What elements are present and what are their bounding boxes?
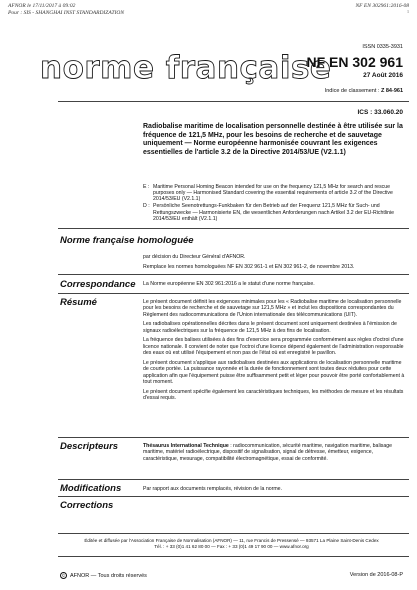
section-heading-modifications: Modifications (60, 483, 122, 494)
paragraph: Le présent document spécifie également les caractéristiques techniques, les méthodes de mesure et les résultats d'essai requis. (143, 388, 404, 402)
brand-logo: norme française (40, 50, 332, 86)
publisher-contact: Tél. : + 33 (0)1 41 62 80 00 — Fax : + 33 (0)1 49 17 90 00 — www.afnor.org (154, 543, 309, 549)
watermark (8, 3, 124, 16)
copyright (60, 572, 147, 579)
paragraph: La fréquence des balises utilisées à des fins d'exercice sera programmée conformément aux règles d'octroi d'une licence nationale. Il convient de noter que l'octroi d'une licence dépend également de l'administration responsable des eaux où est utilisé l'équipement et non pas de l'état où est enregistré le pavillon. (143, 337, 404, 357)
section-text-resume (143, 299, 405, 405)
title-translations (143, 184, 405, 223)
translation-de (143, 203, 405, 222)
section-text-descripteurs (143, 443, 405, 465)
translation-lang: E : (143, 184, 150, 190)
paragraph: Le présent document définit les exigences minimales pour les « Radiobalise maritime de localisation personnelle pour les besoins de recherche et de sauvetage sur 121,5 MHz » et inclut les dispositions correspondantes du Règlement des radiocommunications de l'Union internationale des télécommunications (UIT). (143, 299, 402, 318)
section-text-correspondance (143, 281, 405, 291)
copyright-text: AFNOR — Tous droits réservés (70, 572, 147, 579)
classement-label: Indice de classement : (324, 88, 381, 94)
section-heading-resume: Résumé (60, 297, 97, 308)
paragraph (143, 443, 405, 462)
paragraph: La Norme européenne EN 302 961:2016 a le statut d'une norme française. (143, 281, 315, 287)
document-date: 27 Août 2016 (363, 72, 403, 79)
section-heading-descripteurs: Descripteurs (60, 441, 119, 452)
issn: ISSN 0335-3931 (362, 44, 403, 50)
paragraph: Remplace les normes homologuées NF EN 302 961-1 et EN 302 961-2, de novembre 2013. (143, 263, 355, 270)
translation-text: Persönliche Seenotrettungs-Funkbaken für den Betrieb auf der Frequenz 121,5 MHz für Such- und Rettungszwecke — Harmonisierte EN, die wesentlichen Anforderungen nach Artikel 3.2 der EU-Richtlinie 2014/53/EU enthält (V2.1.1) (153, 203, 395, 222)
divider (58, 293, 409, 294)
paragraph: Par rapport aux documents remplacés, révision de la norme. (143, 486, 282, 492)
watermark-page-mark: 1 (407, 9, 409, 14)
watermark-line2: Pour : SIS - SHANGHAI INST STANDARDIZATION (8, 9, 125, 16)
ics-code: ICS : 33.060.20 (357, 109, 403, 116)
document-number: NF EN 302 961 (306, 54, 403, 70)
section-heading-homologuee: Norme française homologuée (60, 235, 194, 246)
divider (58, 228, 409, 229)
divider (58, 274, 409, 275)
paragraph: Les radiobalises opérationnelles décrites dans le présent document sont uniquement destinées à l'émission de signaux radioélectriques sur la fréquence de 121,5 MHz à des fins de localisation. (143, 321, 397, 334)
watermark-doc-ref: NF EN 302961:2016-08 (355, 3, 409, 9)
thesaurus-label: Thésaurus International Technique (143, 443, 229, 449)
divider (58, 533, 409, 534)
publisher-info (60, 538, 403, 550)
translation-lang: D : (143, 203, 150, 210)
paragraph: Le présent document s'applique aux radiobalises destinées aux applications de localisation personnelle maritime de courte portée. La puissance rayonnée et la durée de fonctionnement sont toutes deux réduites pour cette application afin que l'équipement puisse être suffisamment petit et léger pour pouvoir être porté confortablement à tout moment. (143, 359, 405, 386)
section-text-homologuee (143, 254, 405, 273)
copyright-icon: © (61, 573, 66, 578)
section-heading-corrections: Corrections (60, 500, 114, 511)
classement-value: Z 84-961 (380, 88, 403, 94)
divider (58, 437, 409, 438)
classement-index (325, 88, 403, 94)
translation-text: Maritime Personal Homing Beacon intended for use on the frequency 121,5 MHz for search and rescue purposes only — Harmonised Standard covering the essential requirements of article 3.2 of the Directive 2014/53/EU (V2.1.1) (153, 184, 393, 203)
divider (58, 496, 409, 497)
divider (58, 556, 409, 557)
translation-en (143, 184, 405, 203)
publisher-address: Éditée et diffusée par l'Association Française de Normalisation (AFNOR) — 11, rue Francis de Pressensé — 93571 La Plaine Saint-Denis Cedex (84, 538, 379, 543)
divider (58, 479, 409, 480)
section-heading-correspondance: Correspondance (60, 279, 136, 290)
descripteurs-text: : radiocommunication, sécurité maritime, navigation maritime, balisage maritime, matériel radioélectrique, dispositif de signalisation, signal de détresse, émetteur, exigence, caractéristique, mesurage, compatibilité électromagnétique, essai de conformité. (143, 443, 392, 462)
version: Version de 2016-08-P (349, 572, 403, 578)
document-title: Radiobalise maritime de localisation personnelle destinée à être utilisée sur la fréquence de 121,5 MHz, pour les besoins de recherche et de sauvetage uniquement — Norme européenne harmonisée couvrant les exigences essentielles de l'article 3.2 de la Directive 2014/53/UE (V2.1.1) (143, 123, 403, 156)
watermark-line1: AFNOR le 17/11/2017 à 09:02 (8, 3, 76, 9)
section-text-modifications (143, 486, 405, 496)
divider (58, 101, 409, 102)
paragraph: par décision du Directeur Général d'AFNOR. (143, 254, 246, 260)
